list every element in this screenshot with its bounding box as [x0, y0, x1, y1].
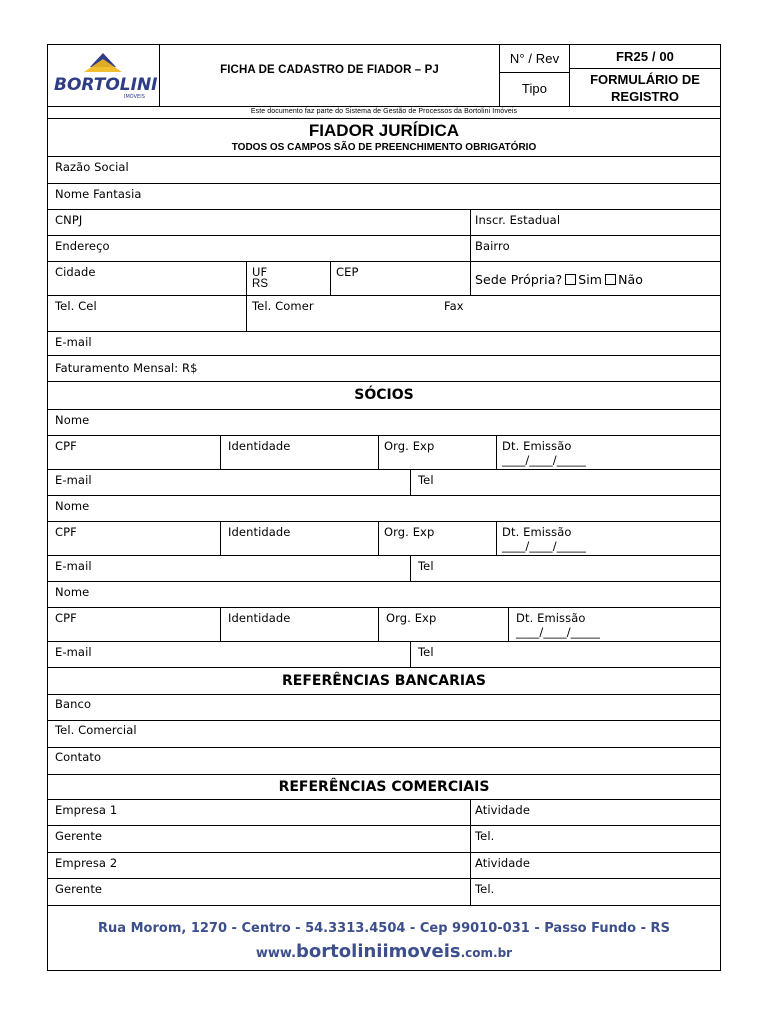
- bairro-label: Bairro: [475, 239, 510, 253]
- tipo-label: Tipo: [521, 81, 548, 96]
- divider: [470, 262, 471, 295]
- dt-emissao-label: Dt. Emissão: [502, 525, 572, 539]
- contato-label: Contato: [55, 750, 102, 764]
- sede-propria-label: Sede Própria?: [475, 272, 563, 287]
- telefones-row: [48, 296, 720, 332]
- tipo-label-cell: [500, 73, 570, 107]
- form-title: FIADOR JURÍDICA: [308, 121, 460, 140]
- socio3-nome-field[interactable]: [48, 582, 720, 608]
- doc-title: FICHA DE CADASTRO DE FIADOR – PJ: [220, 64, 439, 76]
- socio3-contato-row: [48, 642, 720, 668]
- rev-value: FR25 / 00: [616, 49, 674, 64]
- socio3-docs-row: [48, 608, 720, 642]
- contato-field[interactable]: [48, 748, 720, 775]
- tel-label: Tel: [418, 645, 434, 659]
- tel-label: Tel: [418, 559, 434, 573]
- divider: [220, 522, 221, 555]
- endereco-label: Endereço: [55, 239, 110, 253]
- email-field[interactable]: [48, 332, 720, 356]
- tipo-value-cell: [570, 69, 720, 107]
- divider: [470, 210, 471, 235]
- tel-comercial-field[interactable]: [48, 721, 720, 748]
- nome-fantasia-field[interactable]: [48, 184, 720, 210]
- logo-text: BORTOLINI: [54, 75, 158, 95]
- title-row: [48, 119, 720, 157]
- doc-title-cell: [160, 45, 500, 107]
- email-label: E-mail: [55, 335, 92, 349]
- socio2-contato-row: [48, 556, 720, 582]
- divider: [378, 436, 379, 469]
- rev-label: N° / Rev: [509, 51, 560, 66]
- dt-emissao-blank[interactable]: ____/____/_____: [502, 539, 586, 553]
- divider: [220, 436, 221, 469]
- socio2-docs-row: [48, 522, 720, 556]
- tipo-value: FORMULÁRIO DE REGISTRO: [590, 72, 700, 104]
- divider: [470, 800, 471, 825]
- endereco-row: [48, 236, 720, 262]
- banco-label: Banco: [55, 697, 92, 711]
- cpf-label: CPF: [55, 611, 77, 625]
- org-exp-label: Org. Exp: [386, 611, 437, 625]
- faturamento-field[interactable]: [48, 356, 720, 382]
- razao-social-label: Razão Social: [55, 160, 129, 174]
- identidade-label: Identidade: [228, 611, 291, 625]
- divider: [470, 236, 471, 261]
- divider: [330, 262, 331, 295]
- logo-sub: IMÓVEIS: [124, 94, 145, 100]
- dt-emissao-label: Dt. Emissão: [516, 611, 586, 625]
- divider: [470, 853, 471, 878]
- nome-label: Nome: [55, 499, 90, 513]
- cidade-row: [48, 262, 720, 296]
- socio1-contato-row: [48, 470, 720, 496]
- divider: [378, 608, 379, 641]
- empresa2-label: Empresa 2: [55, 856, 118, 870]
- atividade-label: Atividade: [475, 803, 530, 817]
- ref-bancarias-title: REFERÊNCIAS BANCARIAS: [281, 673, 487, 689]
- footer-address: Rua Morom, 1270 - Centro - 54.3313.4504 - Cep 99010-031 - Passo Fundo - RS: [98, 921, 670, 936]
- divider: [470, 826, 471, 852]
- gerente-label: Gerente: [55, 829, 103, 843]
- razao-social-field[interactable]: [48, 157, 720, 184]
- divider: [496, 522, 497, 555]
- dt-emissao-blank[interactable]: ____/____/_____: [502, 453, 586, 467]
- fax-label: Fax: [444, 299, 464, 313]
- sim-label: Sim: [578, 272, 603, 287]
- divider: [410, 642, 411, 667]
- bortolini-logo-icon: [48, 45, 158, 105]
- rev-label-cell: [500, 45, 570, 73]
- org-exp-label: Org. Exp: [384, 525, 435, 539]
- cpf-label: CPF: [55, 439, 77, 453]
- note-row: [48, 107, 720, 119]
- cep-label: CEP: [336, 265, 359, 279]
- email-label: E-mail: [55, 559, 92, 573]
- socios-section-header: [48, 382, 720, 410]
- inscr-estadual-label: Inscr. Estadual: [475, 213, 561, 227]
- email-label: E-mail: [55, 645, 92, 659]
- dt-emissao-label: Dt. Emissão: [502, 439, 572, 453]
- tel-label: Tel.: [475, 829, 495, 843]
- banco-field[interactable]: [48, 695, 720, 721]
- divider: [410, 556, 411, 581]
- cnpj-row: [48, 210, 720, 236]
- cpf-label: CPF: [55, 525, 77, 539]
- sede-propria-field: [475, 272, 643, 287]
- nao-label: Não: [618, 272, 644, 287]
- empresa2-row: [48, 853, 720, 879]
- socio1-nome-field[interactable]: [48, 410, 720, 436]
- divider: [378, 522, 379, 555]
- divider: [470, 879, 471, 905]
- uf-label: UF: [252, 265, 268, 279]
- tel-comer-label: Tel. Comer: [252, 299, 314, 313]
- divider: [220, 608, 221, 641]
- uf-value: RS: [252, 278, 269, 290]
- identidade-label: Identidade: [228, 525, 291, 539]
- tel-label: Tel.: [475, 882, 495, 896]
- web-main: bortoliniimoveis: [296, 941, 461, 962]
- socio1-docs-row: [48, 436, 720, 470]
- cidade-label: Cidade: [55, 265, 96, 279]
- identidade-label: Identidade: [228, 439, 291, 453]
- faturamento-label: Faturamento Mensal: R$: [55, 361, 198, 375]
- cnpj-label: CNPJ: [55, 213, 83, 227]
- empresa1-label: Empresa 1: [55, 803, 118, 817]
- tel-comercial-label: Tel. Comercial: [55, 723, 137, 737]
- socio2-nome-field[interactable]: [48, 496, 720, 522]
- nome-label: Nome: [55, 585, 90, 599]
- footer-website[interactable]: [48, 941, 720, 962]
- nome-fantasia-label: Nome Fantasia: [55, 187, 142, 201]
- tel-label: Tel: [418, 473, 434, 487]
- system-note: Este documento faz parte do Sistema de Gestão de Processos da Bortolini Imóveis: [250, 108, 518, 115]
- org-exp-label: Org. Exp: [384, 439, 435, 453]
- nome-label: Nome: [55, 413, 90, 427]
- sim-checkbox[interactable]: [565, 274, 576, 285]
- gerente-label: Gerente: [55, 882, 103, 896]
- atividade-label: Atividade: [475, 856, 530, 870]
- divider: [410, 470, 411, 495]
- rev-value-cell: [570, 45, 720, 69]
- nao-checkbox[interactable]: [605, 274, 616, 285]
- gerente1-row: [48, 826, 720, 853]
- divider: [508, 608, 509, 641]
- web-suffix: .com.br: [460, 946, 513, 960]
- divider: [496, 436, 497, 469]
- gerente2-row: [48, 879, 720, 906]
- form-page: [47, 44, 721, 971]
- socios-title: SÓCIOS: [354, 387, 414, 403]
- dt-emissao-blank[interactable]: ____/____/_____: [516, 625, 600, 639]
- email-label: E-mail: [55, 473, 92, 487]
- web-prefix: www.: [255, 946, 297, 961]
- logo-cell: [48, 45, 160, 107]
- divider: [246, 296, 247, 331]
- ref-comerciais-title: REFERÊNCIAS COMERCIAIS: [278, 779, 490, 795]
- empresa1-row: [48, 800, 720, 826]
- tel-cel-label: Tel. Cel: [55, 299, 97, 313]
- ref-comerciais-section-header: [48, 775, 720, 800]
- divider: [246, 262, 247, 295]
- form-subtitle: TODOS OS CAMPOS SÃO DE PREENCHIMENTO OBRIGATÓRIO: [231, 142, 537, 153]
- ref-bancarias-section-header: [48, 668, 720, 695]
